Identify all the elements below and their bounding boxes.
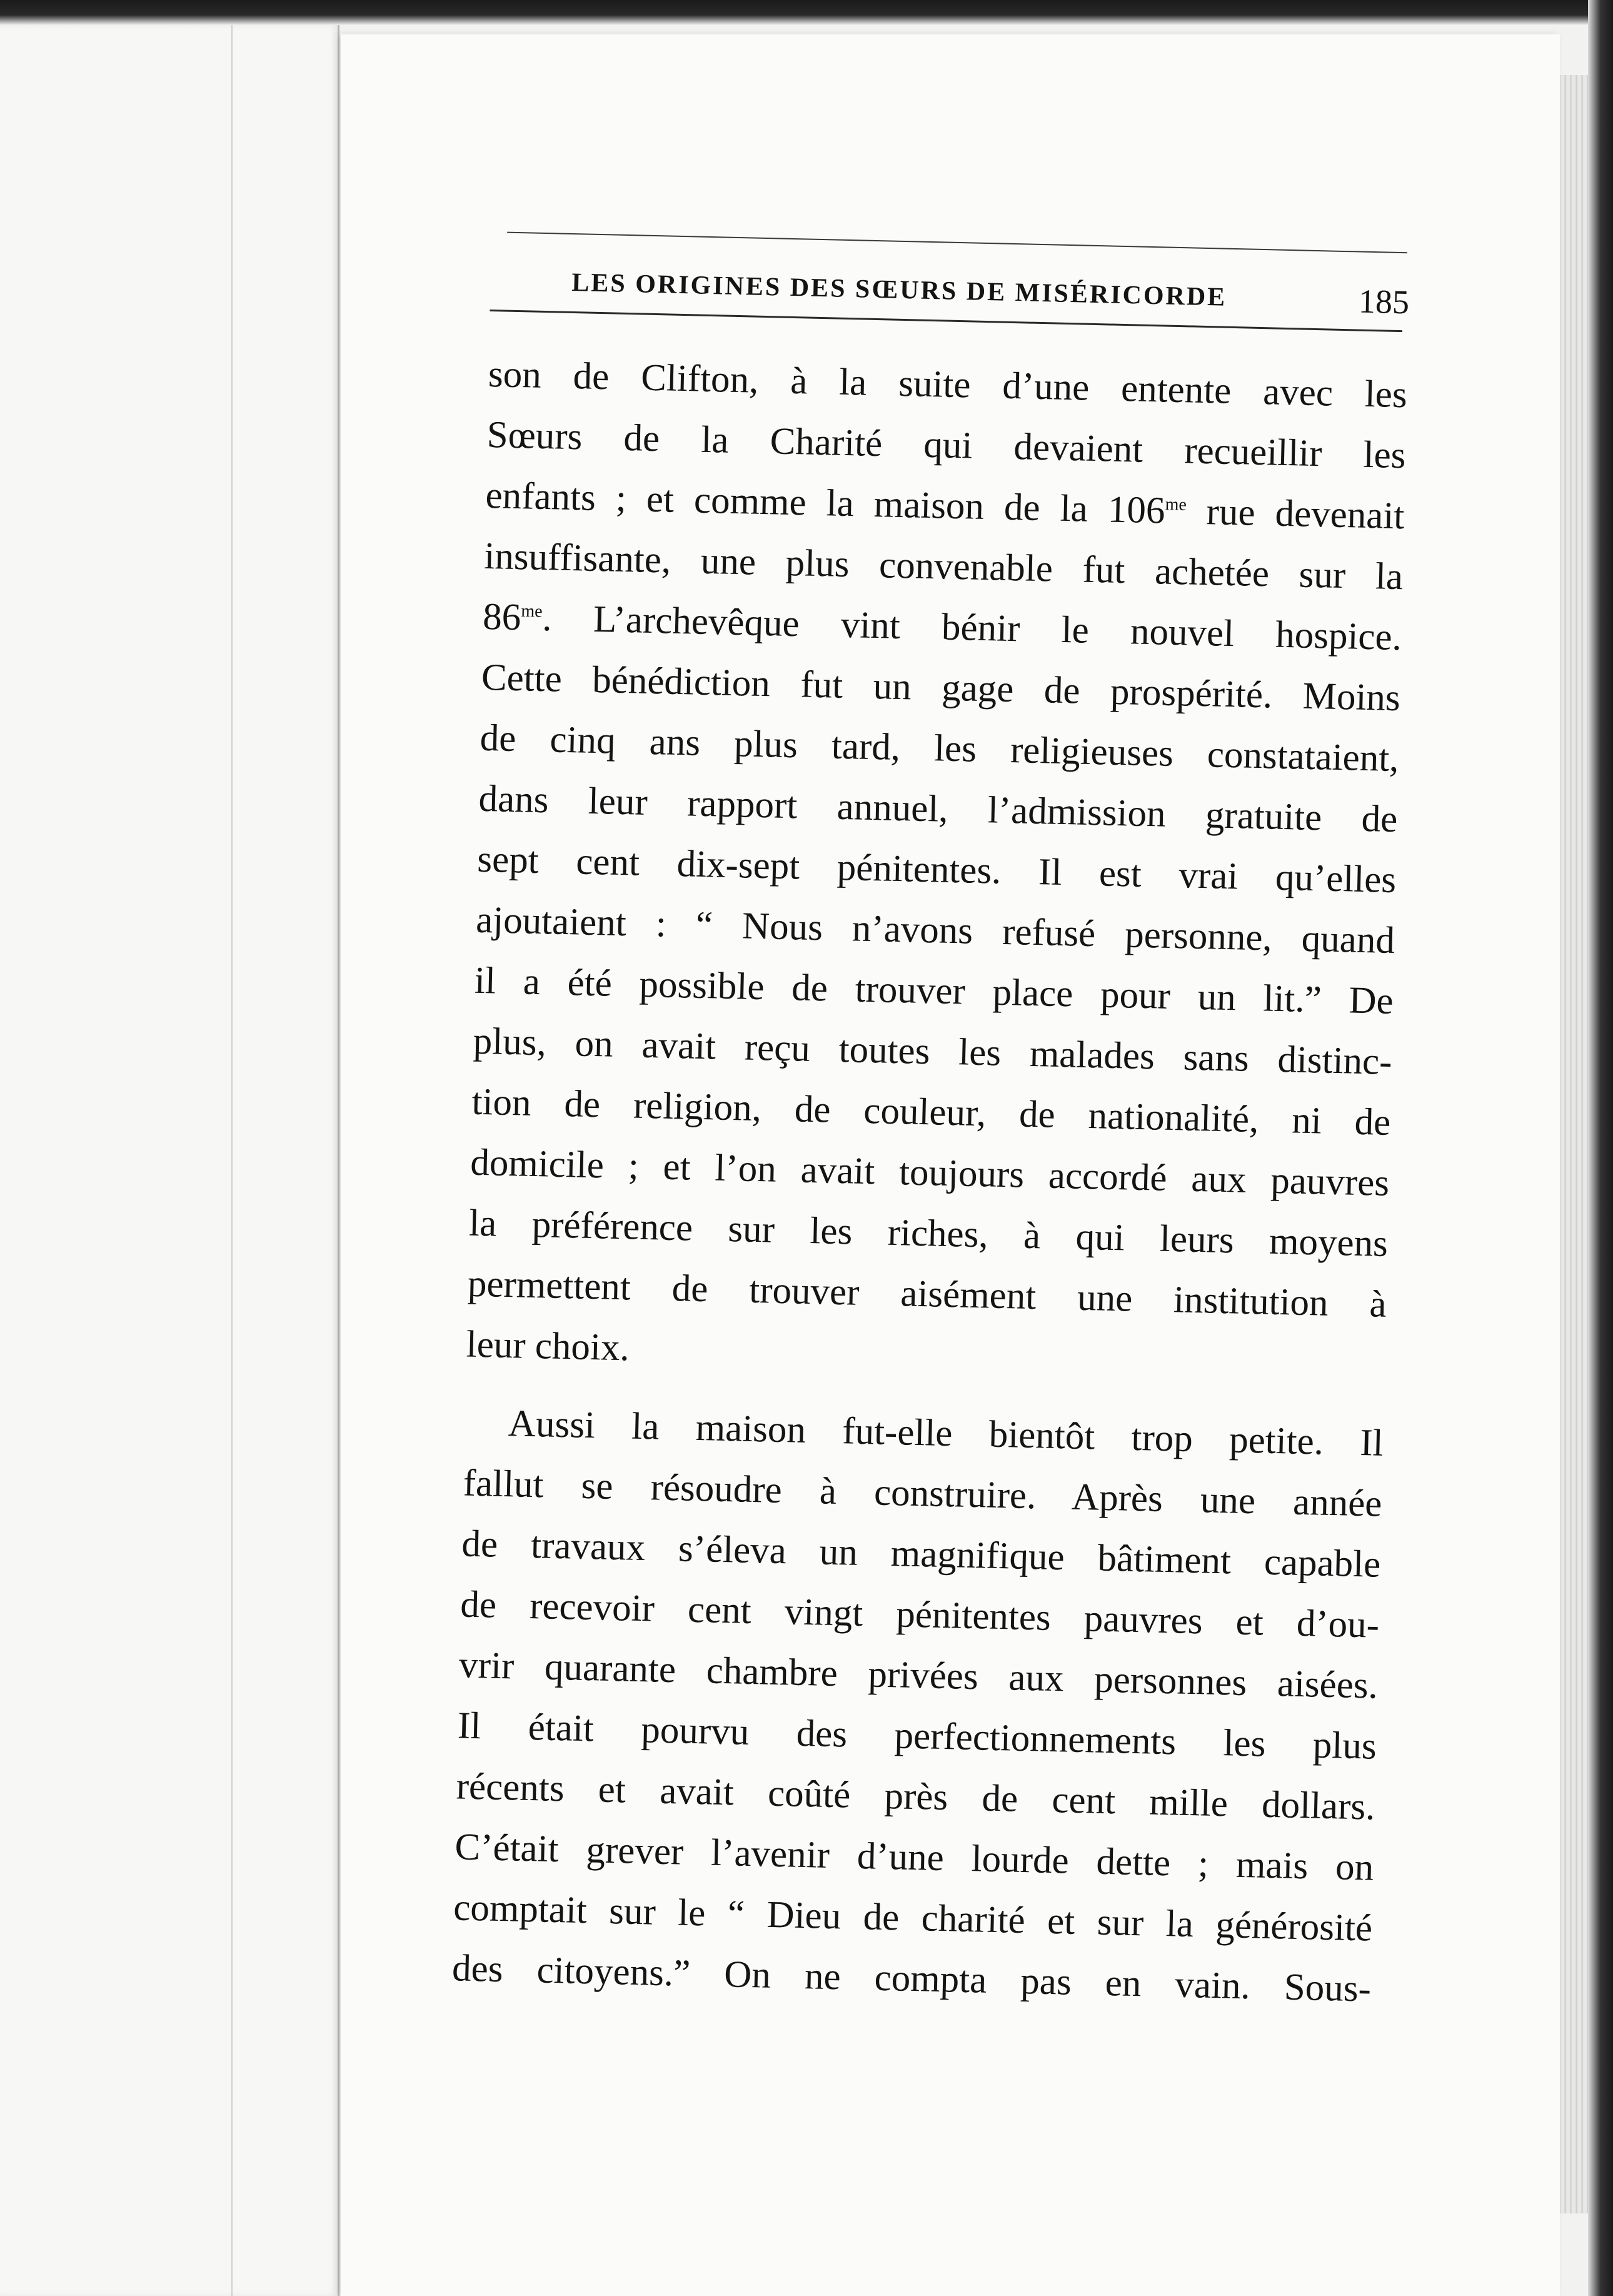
text-line: leur choix.: [466, 1323, 630, 1369]
text-line: dans leur rapport annuel, l’admission gratuite de: [478, 777, 1399, 841]
text-line-part: 86: [482, 595, 522, 639]
page-number: 185: [1358, 282, 1410, 321]
text-line: de recevoir cent vingt pénitentes pauvres et d’ou-: [460, 1583, 1380, 1646]
text-line: Il était pourvu des perfectionnements les plus: [457, 1704, 1377, 1768]
left-page-fold-line: [231, 25, 233, 2296]
ordinal-superscript: me: [521, 601, 543, 622]
body-text: [451, 344, 1408, 2020]
text-line: ajoutaient : “ Nous n’avons refusé personne, quand: [475, 899, 1395, 962]
text-line: des citoyens.” On ne compta pas en vain. Sous-: [451, 1947, 1372, 2010]
text-line: récents et avait coûté près de cent mille dollars.: [456, 1765, 1376, 1828]
text-line: insuffisante, une plus convenable fut achetée sur la: [483, 535, 1404, 598]
left-blank-page: [0, 25, 339, 2296]
text-line: vrir quarante chambre privées aux personnes aisées.: [458, 1644, 1379, 1707]
text-line: il a été possible de trouver place pour un lit.” De: [474, 959, 1394, 1023]
text-line: sept cent dix-sept pénitentes. Il est vrai qu’elles: [476, 838, 1397, 902]
text-line: Sœurs de la Charité qui devaient recueillir les: [486, 413, 1407, 477]
text-line: Cette bénédiction fut un gage de prospérité. Moins: [481, 656, 1401, 720]
text-line: fallut se résoudre à construire. Après une année: [463, 1462, 1383, 1525]
text-line-part: rue devenait: [1185, 490, 1405, 538]
scan-border-top: [0, 0, 1613, 25]
text-line: la préférence sur les riches, à qui leurs moyens: [468, 1202, 1389, 1265]
text-line-part: . L’archevêque vint bénir le nouvel hospice.: [541, 597, 1402, 659]
running-head: [490, 266, 1409, 336]
text-line: plus, on avait reçu toutes les malades sans distinc-: [473, 1020, 1393, 1084]
text-line: Aussi la maison fut-elle bientôt trop petite. Il: [508, 1402, 1384, 1464]
text-line: son de Clifton, à la suite d’une entente avec les: [488, 353, 1408, 416]
text-line-part: enfants ; et comme la maison de la 106: [485, 474, 1166, 532]
text-block: [451, 266, 1410, 2020]
printed-page: [341, 34, 1560, 2296]
text-line: domicile ; et l’on avait toujours accordé aux pauvres: [470, 1141, 1390, 1204]
ordinal-superscript: me: [1165, 495, 1187, 515]
scan-border-right: [1588, 0, 1613, 2296]
text-line: de travaux s’éleva un magnifique bâtiment capable: [461, 1523, 1381, 1586]
text-line: de cinq ans plus tard, les religieuses constataient,: [480, 717, 1400, 780]
text-line: permettent de trouver aisément une institution à: [467, 1262, 1387, 1326]
header-rule-bottom: [490, 310, 1402, 332]
text-line: C’était grever l’avenir d’une lourde dette ; mais on: [454, 1826, 1374, 1889]
text-line: comptait sur le “ Dieu de charité et sur la générosité: [453, 1886, 1373, 1950]
header-rule-top: [507, 232, 1407, 254]
running-title: LES ORIGINES DES SŒURS DE MISÉRICORDE: [571, 268, 1227, 312]
text-line: tion de religion, de couleur, de nationalité, ni de: [471, 1080, 1392, 1144]
